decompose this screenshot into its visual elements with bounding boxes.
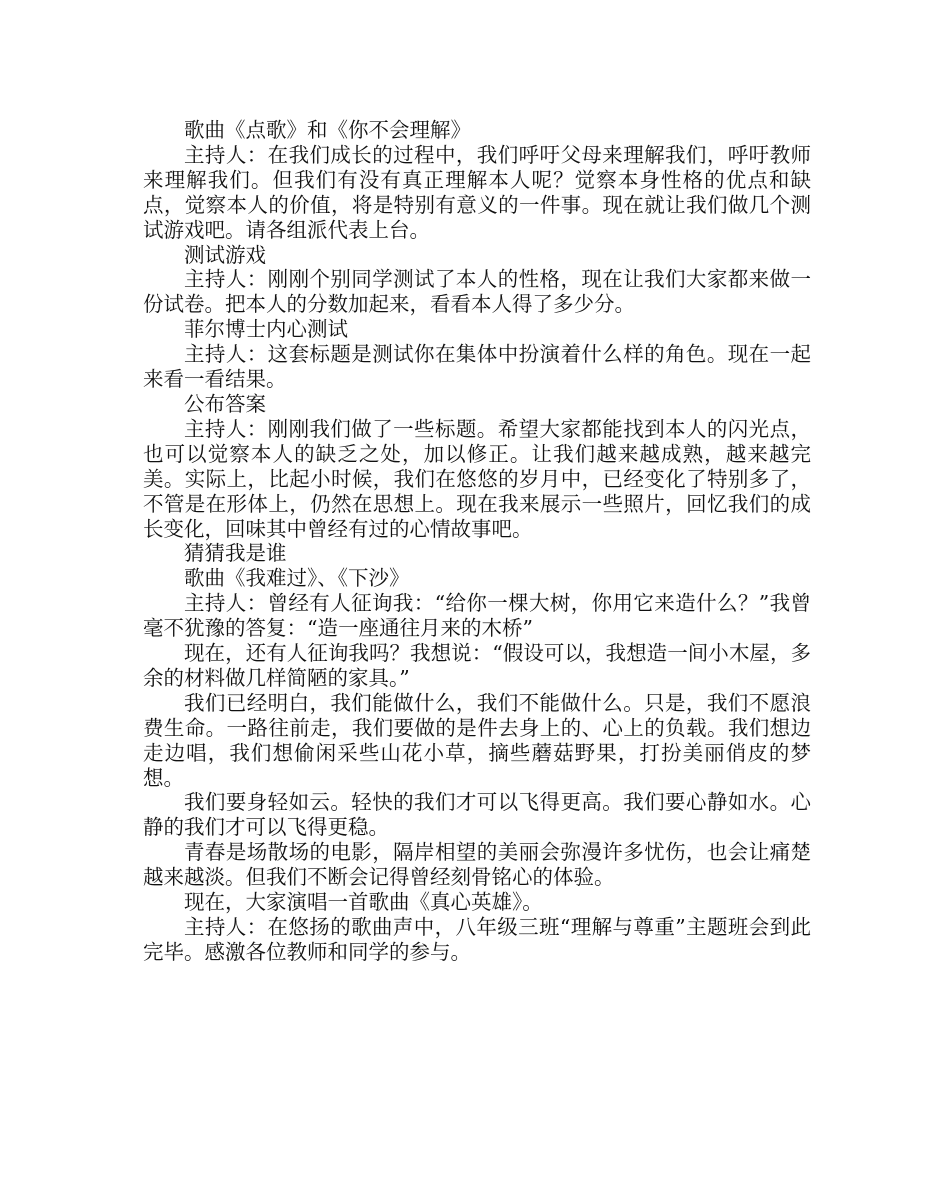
youth-movie-paragraph: 青春是场散场的电影，隔岸相望的美丽会弥漫许多忧伤，也会让痛楚越来越淡。但我们不断会记得曾经刻骨铭心的体验。	[143, 840, 811, 890]
host-growth-paragraph: 主持人：刚刚我们做了一些标题。希望大家都能找到本人的闪光点，也可以觉察本人的缺乏之处，加以修正。让我们越来越成熟，越来越完美。实际上，比起小时候，我们在悠悠的岁月中，已经变化了特别多了，不管是在形体上，仍然在思想上。现在我来展示一些照片，回忆我们的成长变化，回味其中曾经有过的心情故事吧。	[143, 416, 811, 541]
song-performance-paragraph: 现在，大家演唱一首歌曲《真心英雄》。	[184, 890, 543, 915]
cabin-paragraph: 现在，还有人征询我吗？我想说：“假设可以，我想造一间小木屋，多余的材料做几样简陋的家具。”	[143, 641, 811, 690]
host-intro-paragraph: 主持人：在我们成长的过程中，我们呼吁父母来理解我们，呼吁教师来理解我们。但我们有没有真正理解本人呢？觉察本身性格的优点和缺点，觉察本人的价值，将是特别有意义的一件事。现在就让我们做几个测试游戏吧。请各组派代表上台。	[143, 142, 811, 242]
section-heading-test-game: 测试游戏	[184, 242, 266, 267]
section-heading-answers: 公布答案	[184, 391, 266, 416]
song-heading-dian-ge: 歌曲《点歌》和《你不会理解》	[184, 118, 471, 142]
section-heading-guess-who: 猜猜我是谁	[184, 541, 287, 566]
understanding-paragraph: 我们已经明白，我们能做什么，我们不能做什么。只是，我们不愿浪费生命。一路往前走，我们要做的是件去身上的、心上的负载。我们想边走边唱，我们想偷闲采些山花小草，摘些蘑菇野果，打扮美丽俏皮的梦想。	[143, 690, 811, 790]
closing-paragraph: 主持人：在悠扬的歌曲声中，八年级三班“理解与尊重”主题班会到此完毕。感激各位教师和同学的参与。	[143, 915, 811, 964]
host-tree-paragraph: 主持人：曾经有人征询我：“给你一棵大树，你用它来造什么？”我曾毫不犹豫的答复：“造一座通往月来的木桥”	[143, 591, 811, 641]
light-as-cloud-paragraph: 我们要身轻如云。轻快的我们才可以飞得更高。我们要心静如水。心静的我们才可以飞得更稳。	[143, 790, 811, 840]
section-heading-phil-test: 菲尔博士内心测试	[184, 317, 348, 342]
host-role-paragraph: 主持人：这套标题是测试你在集体中扮演着什么样的角色。现在一起来看一看结果。	[143, 342, 811, 392]
document-page	[143, 118, 811, 965]
song-heading-wo-nan-guo: 歌曲《我难过》、《下沙》	[184, 566, 410, 591]
host-test-paragraph: 主持人：刚刚个别同学测试了本人的性格，现在让我们大家都来做一份试卷。把本人的分数加起来，看看本人得了多少分。	[143, 267, 811, 317]
